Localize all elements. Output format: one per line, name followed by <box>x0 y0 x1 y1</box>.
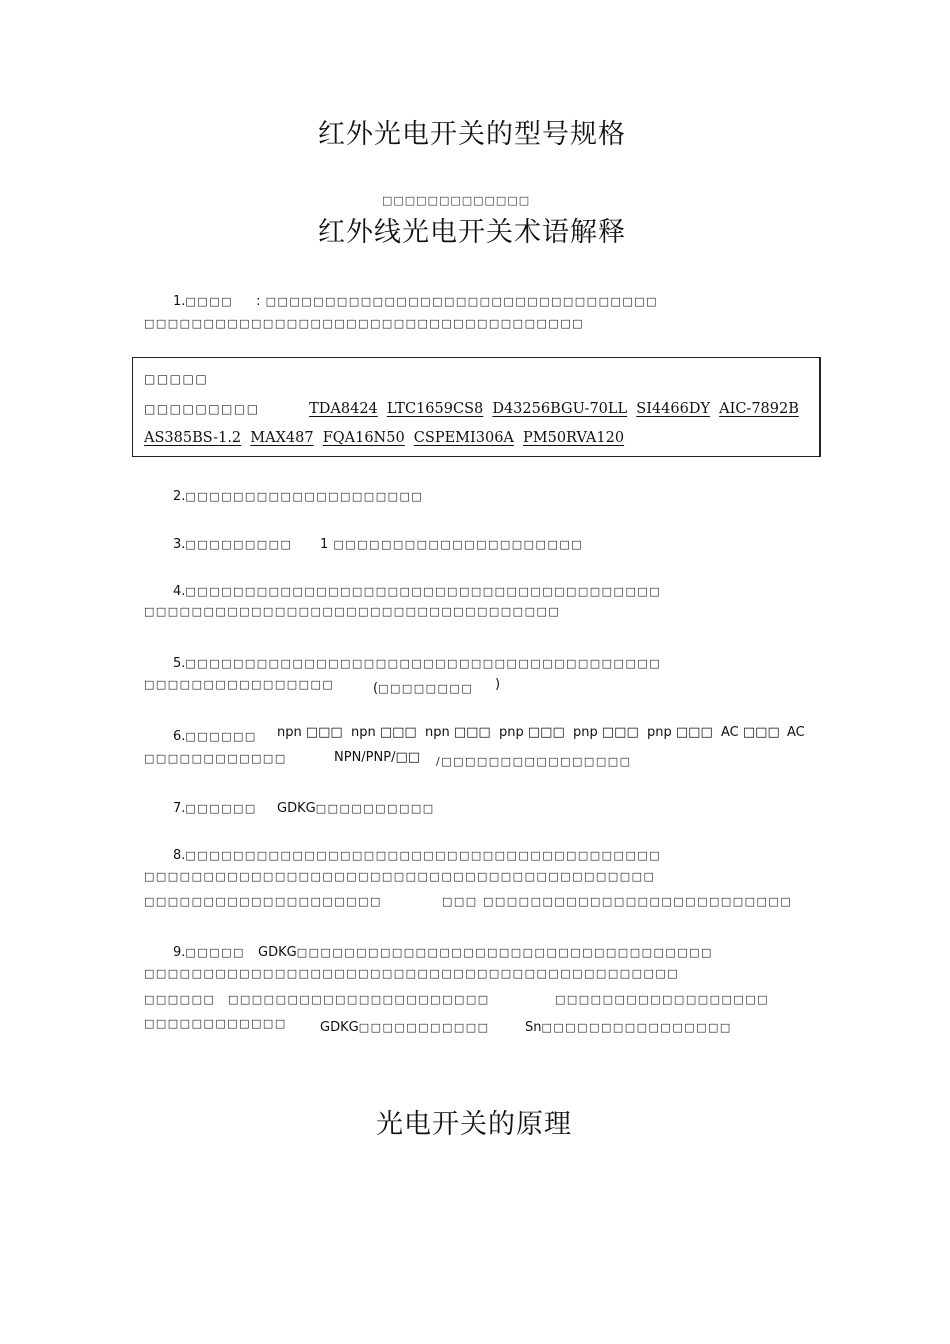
paragraph-number: 7. <box>173 801 186 816</box>
paragraph-text: /□□□□□□□□□□□□□□□□ <box>436 755 632 768</box>
paragraph-8-line-3c: □□□□□□□□□□□□□□□□□□□□□□□□□□ <box>483 895 793 908</box>
model-code: GDKG <box>320 1020 359 1035</box>
paragraph-text: □□□□□□□□□□□□□□□□□□□□□□□□□□□□□□□□□□□□□□□□ <box>185 585 662 598</box>
paragraph-number: 2. <box>173 489 186 504</box>
paragraph-text: □□□□□□□□□□□□□□□□□□□□□ <box>333 538 584 551</box>
part-number-link[interactable]: PM50RVA120 <box>522 430 625 446</box>
paragraph-1 <box>173 290 658 309</box>
paren-close: ) <box>495 677 501 692</box>
paren-text: □□□□□□□□ <box>378 682 474 695</box>
output-type: pnp □□□ <box>499 725 565 740</box>
term-label: □□□□□□ <box>185 802 257 815</box>
paragraph-number: 4. <box>173 584 186 599</box>
paragraph-6 <box>173 725 257 744</box>
paragraph-9 <box>173 941 245 960</box>
colon: : <box>256 294 261 309</box>
part-number-link[interactable]: CSPEMI306A <box>413 430 514 446</box>
paragraph-8-line-2: □□□□□□□□□□□□□□□□□□□□□□□□□□□□□□□□□□□□□□□□□□□ <box>144 870 656 883</box>
value-number: 1 <box>320 537 329 552</box>
paragraph-5 <box>173 652 661 671</box>
paragraph-6-line-2: □□□□□□□□□□□□ <box>144 752 287 765</box>
paragraph-4 <box>173 580 661 599</box>
paragraph-7 <box>173 797 257 816</box>
paragraph-5-parenthetical <box>373 677 473 696</box>
unit-code: Sn <box>525 1020 542 1035</box>
model-code: GDKG <box>277 801 316 816</box>
part-number-link[interactable]: SI4466DY <box>636 401 711 417</box>
part-number-link[interactable]: AS385BS-1.2 <box>144 430 242 446</box>
box-row-label: □□□□□□□□□ <box>144 402 260 416</box>
output-type: AC <box>787 725 805 740</box>
paragraph-text: □□□□□□□□□□□□□□□□□□□□ <box>185 490 424 503</box>
model-code: GDKG <box>258 945 297 960</box>
term-label: □□□□□□ <box>185 730 257 743</box>
output-type: pnp □□□ <box>573 725 639 740</box>
section-title-terms: 红外线光电开关术语解释 <box>318 217 626 248</box>
paragraph-text: □□□□□□□□□□□ <box>358 1021 490 1034</box>
output-type: pnp □□□ <box>647 725 713 740</box>
paragraph-9-line-3a: □□□□□□ <box>144 993 216 1006</box>
paragraph-9-line-4a: □□□□□□□□□□□□ <box>144 1017 287 1030</box>
paragraph-number: 5. <box>173 656 186 671</box>
paragraph-text: □□□□□□□□□□ <box>315 802 435 815</box>
paragraph-9-line-2: □□□□□□□□□□□□□□□□□□□□□□□□□□□□□□□□□□□□□□□□□□□□□ <box>144 967 680 980</box>
paragraph-4-line-2: □□□□□□□□□□□□□□□□□□□□□□□□□□□□□□□□□□□ <box>144 605 561 618</box>
paragraph-3-cont <box>320 533 583 552</box>
paragraph-6-line-2-end <box>436 750 632 769</box>
paragraph-text: □□□□□□□□□ <box>185 538 293 551</box>
paragraph-9-line-4b <box>320 1016 490 1035</box>
part-number-box <box>132 357 821 457</box>
page-title: 红外光电开关的型号规格 <box>318 119 626 150</box>
paragraph-8 <box>173 844 661 863</box>
part-number-link[interactable]: LTC1659CS8 <box>386 401 484 417</box>
paragraph-text: □□□□□□□□□□□□□□□□ <box>541 1021 732 1034</box>
paragraph-2 <box>173 485 423 504</box>
section-title-principle: 光电开关的原理 <box>376 1109 572 1140</box>
paragraph-number: 9. <box>173 945 186 960</box>
paragraph-number: 6. <box>173 729 186 744</box>
paragraph-7-cont <box>277 797 435 816</box>
box-row-1 <box>144 398 803 417</box>
paragraph-3 <box>173 533 292 552</box>
part-number-link[interactable]: MAX487 <box>250 430 314 446</box>
paragraph-8-line-3: □□□□□□□□□□□□□□□□□□□□ <box>144 895 382 908</box>
paragraph-9-line-4c <box>525 1016 732 1035</box>
paragraph-1-line-2: □□□□□□□□□□□□□□□□□□□□□□□□□□□□□□□□□□□□□ <box>144 317 585 330</box>
box-label: □□□□□ <box>144 372 209 386</box>
paragraph-9-line-3c: □□□□□□□□□□□□□□□□□□ <box>555 993 770 1006</box>
box-row-2 <box>144 427 628 446</box>
paragraph-8-line-3b: □□□ <box>442 895 478 908</box>
paragraph-number: 3. <box>173 537 186 552</box>
paragraph-text: □□□□□□□□□□□□□□□□□□□□□□□□□□□□□□□□□ <box>265 295 659 308</box>
output-type: npn □□□ <box>425 725 491 740</box>
subtitle-small: □□□□□□□□□□□□□ <box>382 194 531 207</box>
output-codes: NPN/PNP/□□ <box>334 750 421 765</box>
part-number-link[interactable]: FQA16N50 <box>322 430 405 446</box>
term-label: □□□□□ <box>185 946 245 959</box>
paragraph-number: 8. <box>173 848 186 863</box>
paragraph-text: □□□□□□□□□□□□□□□□□□□□□□□□□□□□□□□□□□□□□□□□ <box>185 657 662 670</box>
paren-open: ( <box>373 681 379 696</box>
term-label: □□□□ <box>185 295 233 308</box>
paragraph-9-cont <box>258 941 713 960</box>
output-type: AC □□□ <box>721 725 780 740</box>
output-type: npn □□□ <box>351 725 417 740</box>
paragraph-number: 1. <box>173 294 186 309</box>
part-number-link[interactable]: AIC-7892B <box>719 401 799 417</box>
part-number-link[interactable]: D43256BGU-70LL <box>492 401 628 417</box>
output-type: npn □□□ <box>277 725 343 740</box>
paragraph-text: □□□□□□□□□□□□□□□□□□□□□□□□□□□□□□□□□□□□□□□□ <box>185 849 662 862</box>
paragraph-5-line-2: □□□□□□□□□□□□□□□□ <box>144 678 335 691</box>
part-number-link[interactable]: TDA8424 <box>309 401 378 417</box>
paragraph-9-line-3b: □□□□□□□□□□□□□□□□□□□□□□ <box>228 993 490 1006</box>
paragraph-text: □□□□□□□□□□□□□□□□□□□□□□□□□□□□□□□□□□□ <box>296 946 713 959</box>
